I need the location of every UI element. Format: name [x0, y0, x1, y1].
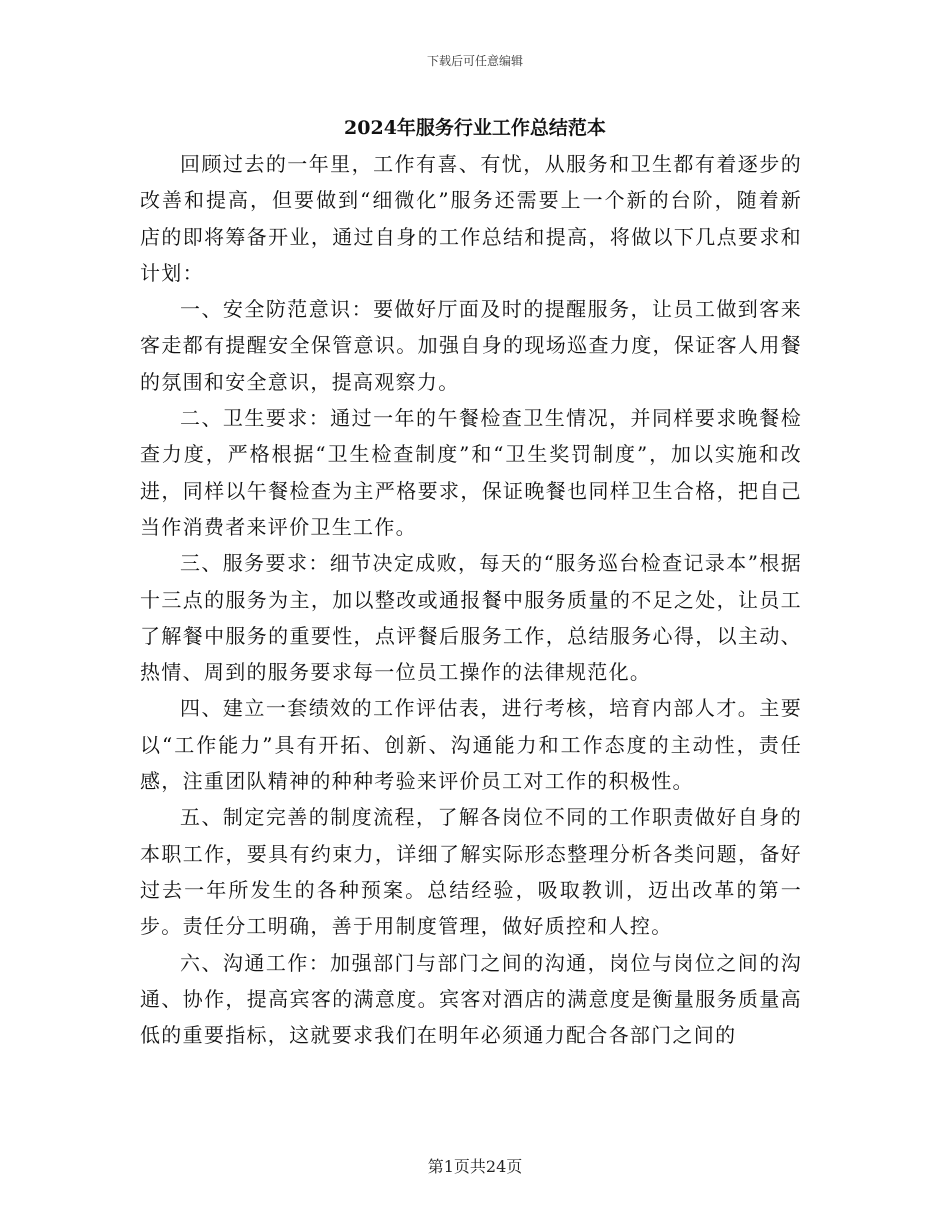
page-header-note: 下载后可任意编辑 — [426, 54, 523, 68]
paragraph-safety: 一、安全防范意识：要做好厅面及时的提醒服务，让员工做到客来客走都有提醒安全保管意识。加强自身的现场巡查力度，保证客人用餐的氛围和安全意识，提高观察力。 — [140, 297, 802, 394]
paragraph-process: 五、制定完善的制度流程，了解各岗位不同的工作职责做好自身的本职工作，要具有约束力，详细了解实际形态整理分析各类问题，备好过去一年所发生的各种预案。总结经验，吸取教训，迈出改革的第一步。责任分工明确，善于用制度管理，做好质控和人控。 — [140, 805, 802, 939]
document-title: 2024年服务行业工作总结范本 — [344, 117, 606, 139]
page-number-footer: 第1页共24页 — [427, 1157, 523, 1176]
paragraph-intro: 回顾过去的一年里，工作有喜、有忧，从服务和卫生都有着逐步的改善和提高，但要做到“细微化”服务还需要上一个新的台阶，随着新店的即将筹备开业，通过自身的工作总结和提高，将做以下几点要求和计划： — [140, 152, 802, 285]
paragraph-service: 三、服务要求：细节决定成败，每天的“服务巡台检查记录本”根据十三点的服务为主，加以整改或通报餐中服务质量的不足之处，让员工了解餐中服务的重要性，点评餐后服务工作，总结服务心得，以主动、热情、周到的服务要求每一位员工操作的法律规范化。 — [140, 551, 802, 685]
paragraph-hygiene: 二、卫生要求：通过一年的午餐检查卫生情况，并同样要求晚餐检查力度，严格根据“卫生检查制度”和“卫生奖罚制度”，加以实施和改进，同样以午餐检查为主严格要求，保证晚餐也同样卫生合格，把自己当作消费者来评价卫生工作。 — [140, 406, 802, 539]
paragraph-performance: 四、建立一套绩效的工作评估表，进行考核，培育内部人才。主要以“工作能力”具有开拓、创新、沟通能力和工作态度的主动性，责任感，注重团队精神的种种考验来评价员工对工作的积极性。 — [140, 696, 802, 794]
document-body — [140, 146, 802, 1053]
paragraph-communication: 六、沟通工作：加强部门与部门之间的沟通，岗位与岗位之间的沟通、协作，提高宾客的满意度。宾客对酒店的满意度是衡量服务质量高低的重要指标，这就要求我们在明年必须通力配合各部门之间的 — [140, 950, 802, 1048]
